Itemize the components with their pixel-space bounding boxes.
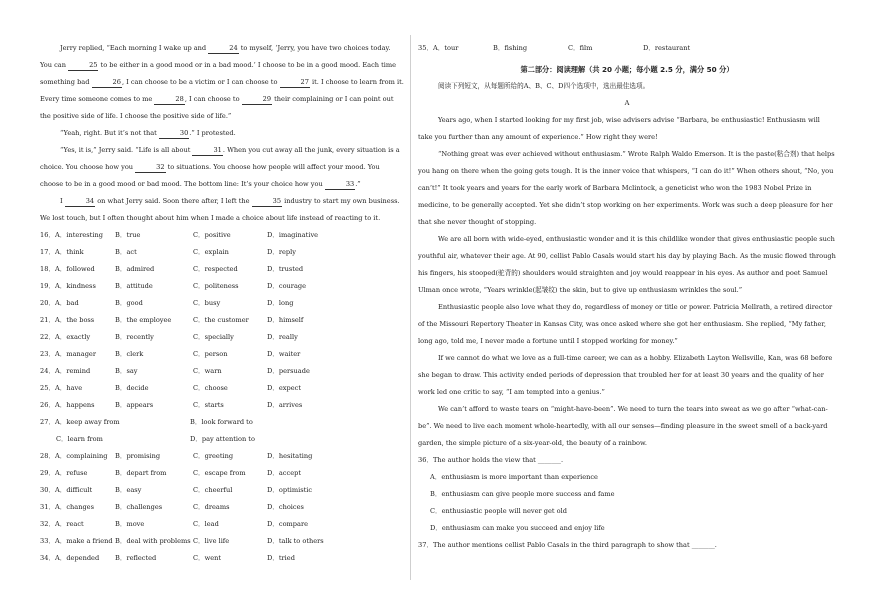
question-option: C．choose bbox=[193, 384, 228, 392]
passage-paragraph: “Nothing great was ever achieved without enthusiasm.” Wrote Ralph Waldo Emerson. It is the paste(粘合剂) that helps you hang on there when the going gets tough. It is the inner voice that whispers, “I can do it!” When others shout, “No, you can’t!” It took years and years for the early work of Barbara Mclintock, a geneticist who won the 1983 Nobel Prize in medicine, to be generally accepted. Yet she didn’t stop working on her experiments. Work was such a deep pleasure for her that she never thought of stopping. bbox=[418, 150, 835, 226]
blank-33: 33 bbox=[325, 180, 355, 190]
question-option: D．courage bbox=[267, 282, 306, 290]
blank-29: 29 bbox=[242, 95, 272, 105]
question-row bbox=[40, 516, 404, 533]
question-option: B．deal with problems bbox=[115, 537, 191, 545]
question-option: C．respected bbox=[193, 265, 238, 273]
question-option: 35．A．tour bbox=[418, 44, 459, 52]
question-row bbox=[40, 363, 404, 380]
question-option: C．film bbox=[568, 44, 593, 52]
question-option: D．imaginative bbox=[267, 231, 319, 239]
question-row-27 bbox=[40, 414, 404, 448]
question-option: C．live life bbox=[193, 537, 230, 545]
question-option: 20．A．bad bbox=[40, 299, 79, 307]
question-option: C．warn bbox=[193, 367, 222, 375]
blank-35: 35 bbox=[252, 197, 282, 207]
question-option: B．recently bbox=[115, 333, 154, 341]
passage-paragraph: “Yes, it is,” Jerry said. “Life is all about 31. When you cut away all the junk, every situation is a choice. You choose how you 32 to situations. You choose how people will affect your mood. You choose to be in a good mood or bad mood. The bottom line: It’s your choice how you 33.” bbox=[40, 146, 400, 188]
question-option: D．talk to others bbox=[267, 537, 324, 545]
question-option: 28．A．complaining bbox=[40, 452, 108, 460]
question-option: 21．A．the boss bbox=[40, 316, 95, 324]
question-option: C．greeting bbox=[193, 452, 234, 460]
question-option: 30．A．difficult bbox=[40, 486, 93, 494]
answer-option: C．enthusiastic people will never get old bbox=[430, 507, 567, 515]
question-option: D．waiter bbox=[267, 350, 301, 358]
question-option: 26．A．happens bbox=[40, 401, 95, 409]
question-option: D．arrives bbox=[267, 401, 303, 409]
question-option: D．himself bbox=[267, 316, 304, 324]
question-option: D．optimistic bbox=[267, 486, 313, 494]
question-option: 23．A．manager bbox=[40, 350, 96, 358]
question-option: B．clerk bbox=[115, 350, 144, 358]
question-row bbox=[40, 465, 404, 482]
question-option: D．reply bbox=[267, 248, 296, 256]
question-option: 22．A．exactly bbox=[40, 333, 91, 341]
question-option: C．explain bbox=[193, 248, 229, 256]
question-option: D．tried bbox=[267, 554, 295, 562]
question-option: 32．A．react bbox=[40, 520, 84, 528]
question-option: B．decide bbox=[115, 384, 149, 392]
question-option: 19．A．kindness bbox=[40, 282, 96, 290]
question-row bbox=[40, 550, 404, 567]
question-option: C．busy bbox=[193, 299, 221, 307]
passage-paragraph: I 34 on what Jerry said. Soon there after, I left the 35 industry to start my own business. We lost touch, but I often thought about him when I made a choice about life instead of reacting to it. bbox=[40, 197, 400, 222]
question-option: B．depart from bbox=[115, 469, 167, 477]
question-row bbox=[40, 346, 404, 363]
answer-option: B．enthusiasm can give people more success and fame bbox=[430, 490, 615, 498]
question-option: D．hesitating bbox=[267, 452, 313, 460]
question-option: C．starts bbox=[193, 401, 224, 409]
question-option: 29．A．refuse bbox=[40, 469, 88, 477]
question-option: 16．A．interesting bbox=[40, 231, 103, 239]
blank-26: 26 bbox=[92, 78, 122, 88]
question-list bbox=[40, 448, 404, 567]
section-instruction: 阅读下列短文，从每题所给的A、B、C、D四个选项中，选出最佳选项。 bbox=[438, 82, 650, 90]
question-option: C．cheerful bbox=[193, 486, 233, 494]
passage-paragraph: Jerry replied, “Each morning I wake up and 24 to myself, ‘Jerry, you have two choices today. You can 25 to be either in a good mood or in a bad mood.’ I choose to be in a good mood. Each time something bad 26, I can choose to be a victim or I can choose to 27 it. I choose to learn from it. Every time someone comes to me 28, I can choose to 29 their complaining or I can point out the positive side of life. I choose the positive side of life.” bbox=[40, 44, 404, 120]
question-option: 18．A．followed bbox=[40, 265, 95, 273]
question-option: C．lead bbox=[193, 520, 219, 528]
question-option: B．good bbox=[115, 299, 143, 307]
question-row bbox=[40, 261, 404, 278]
question-option: C．positive bbox=[193, 231, 231, 239]
question-option: D．restaurant bbox=[643, 44, 691, 52]
question-row bbox=[40, 227, 404, 244]
question-option: 24．A．remind bbox=[40, 367, 91, 375]
question-option: C．the customer bbox=[193, 316, 249, 324]
passage-paragraph: Years ago, when I started looking for my first job, wise advisers advise “Barbara, be enthusiastic! Enthusiasm will take you further than any amount of experience.” How right they were! bbox=[418, 116, 820, 141]
question-option: B．the employee bbox=[115, 316, 172, 324]
question-row bbox=[40, 482, 404, 499]
question-option: D．really bbox=[267, 333, 298, 341]
question-option: C．went bbox=[193, 554, 222, 562]
blank-32: 32 bbox=[135, 163, 165, 173]
question-option: B．act bbox=[115, 248, 137, 256]
left-column bbox=[40, 40, 404, 567]
question-row bbox=[40, 380, 404, 397]
column-divider bbox=[410, 35, 411, 580]
question-option: D．long bbox=[267, 299, 294, 307]
question-option: 34．A．depended bbox=[40, 554, 100, 562]
question-row bbox=[40, 244, 404, 261]
question-row bbox=[40, 312, 404, 329]
right-column bbox=[418, 40, 836, 554]
question-option: C．politeness bbox=[193, 282, 239, 290]
question-list bbox=[40, 227, 404, 414]
section-title: 第二部分：阅读理解（共 20 小题；每小题 2.5 分，满分 50 分） bbox=[520, 65, 734, 74]
question-row-35 bbox=[418, 40, 836, 57]
blank-27: 27 bbox=[280, 78, 310, 88]
question-option: B．admired bbox=[115, 265, 155, 273]
question-option: C．specially bbox=[193, 333, 234, 341]
question-option: D．compare bbox=[267, 520, 309, 528]
question-option: 27．A．keep away from bbox=[40, 418, 120, 426]
question-option: D．accept bbox=[267, 469, 301, 477]
question-option: D．persuade bbox=[267, 367, 310, 375]
question-option: B．move bbox=[115, 520, 145, 528]
question-row bbox=[40, 295, 404, 312]
question-option: D．pay attention to bbox=[190, 435, 255, 443]
passage-paragraph: “Yeah, right. But it’s not that 30.” I protested. bbox=[60, 129, 236, 137]
blank-25: 25 bbox=[68, 61, 98, 71]
question-row bbox=[40, 448, 404, 465]
passage-letter: A bbox=[624, 99, 630, 107]
question-option: B．look forward to bbox=[190, 418, 253, 426]
passage-paragraph: If we cannot do what we love as a full-time career, we can as a hobby. Elizabeth Layton Wellsville, Kan, was 68 before she began to draw. This activity ended periods of depression that troubled her for at least 30 years and the quality of her work led one critic to say, “I am tempted into a genius.” bbox=[418, 354, 833, 396]
question-row bbox=[40, 278, 404, 295]
question-option: B．easy bbox=[115, 486, 142, 494]
question-option: 33．A．make a friend bbox=[40, 537, 113, 545]
blank-34: 34 bbox=[65, 197, 95, 207]
passage-paragraph: We are all born with wide-eyed, enthusiastic wonder and it is this childlike wonder that gives enthusiastic people such youthful air, whatever their age. At 90, cellist Pablo Casals would start his day by playing Bach. As the music flowed through his fingers, his stooped(驼背的) shoulders would straighten and joy would reappear in his eyes. As author and poet Samuel Ulman once wrote, “Years wrinkle(起皱纹) the skin, but to give up enthusiasm wrinkles the soul.” bbox=[418, 235, 836, 294]
question-option: C．escape from bbox=[193, 469, 246, 477]
question-option: 17．A．think bbox=[40, 248, 84, 256]
passage-paragraph: We can’t afford to waste tears on “might-have-been”. We need to turn the tears into sweat as we go after “what-can-be”. We need to live each moment whole-heartedly, with all our senses—finding pleasure in the sweet smell of a back-yard garden, the simple picture of a six-year-old, the beauty of a rainbow. bbox=[418, 405, 828, 447]
question-option: C．dreams bbox=[193, 503, 230, 511]
question-option: B．fishing bbox=[493, 44, 528, 52]
question-stem-36: 36．The author holds the view that _______. bbox=[418, 456, 564, 464]
blank-28: 28 bbox=[154, 95, 184, 105]
question-option: D．choices bbox=[267, 503, 304, 511]
answer-option: D．enthusiasm can make you succeed and enjoy life bbox=[430, 524, 605, 532]
question-option: B．promising bbox=[115, 452, 161, 460]
passage-paragraph: Enthusiastic people also love what they do, regardless of money or title or power. Patricia Mellrath, a retired director of the Missouri Repertory Theater in Kansas City, was once asked where she got her enthusiasm. She replied, “My father, long ago, told me, I never made a fortune until I stopped working for money.” bbox=[418, 303, 833, 345]
question-row bbox=[40, 499, 404, 516]
blank-24: 24 bbox=[208, 44, 238, 54]
question-option: B．say bbox=[115, 367, 138, 375]
question-option: B．attitude bbox=[115, 282, 153, 290]
question-option: C．learn from bbox=[56, 435, 103, 443]
blank-31: 31 bbox=[192, 146, 222, 156]
question-option: B．challenges bbox=[115, 503, 163, 511]
answer-option: A．enthusiasm is more important than experience bbox=[430, 473, 598, 481]
question-option: B．true bbox=[115, 231, 141, 239]
question-option: C．person bbox=[193, 350, 228, 358]
question-option: D．expect bbox=[267, 384, 301, 392]
question-option: 31．A．changes bbox=[40, 503, 94, 511]
question-row bbox=[40, 329, 404, 346]
question-row bbox=[40, 533, 404, 550]
question-row bbox=[40, 397, 404, 414]
question-option: D．trusted bbox=[267, 265, 304, 273]
question-option: 25．A．have bbox=[40, 384, 83, 392]
question-option: B．appears bbox=[115, 401, 154, 409]
question-stem-37: 37．The author mentions cellist Pablo Casals in the third paragraph to show that _______. bbox=[418, 541, 717, 549]
blank-30: 30 bbox=[159, 129, 189, 139]
question-option: B．reflected bbox=[115, 554, 157, 562]
